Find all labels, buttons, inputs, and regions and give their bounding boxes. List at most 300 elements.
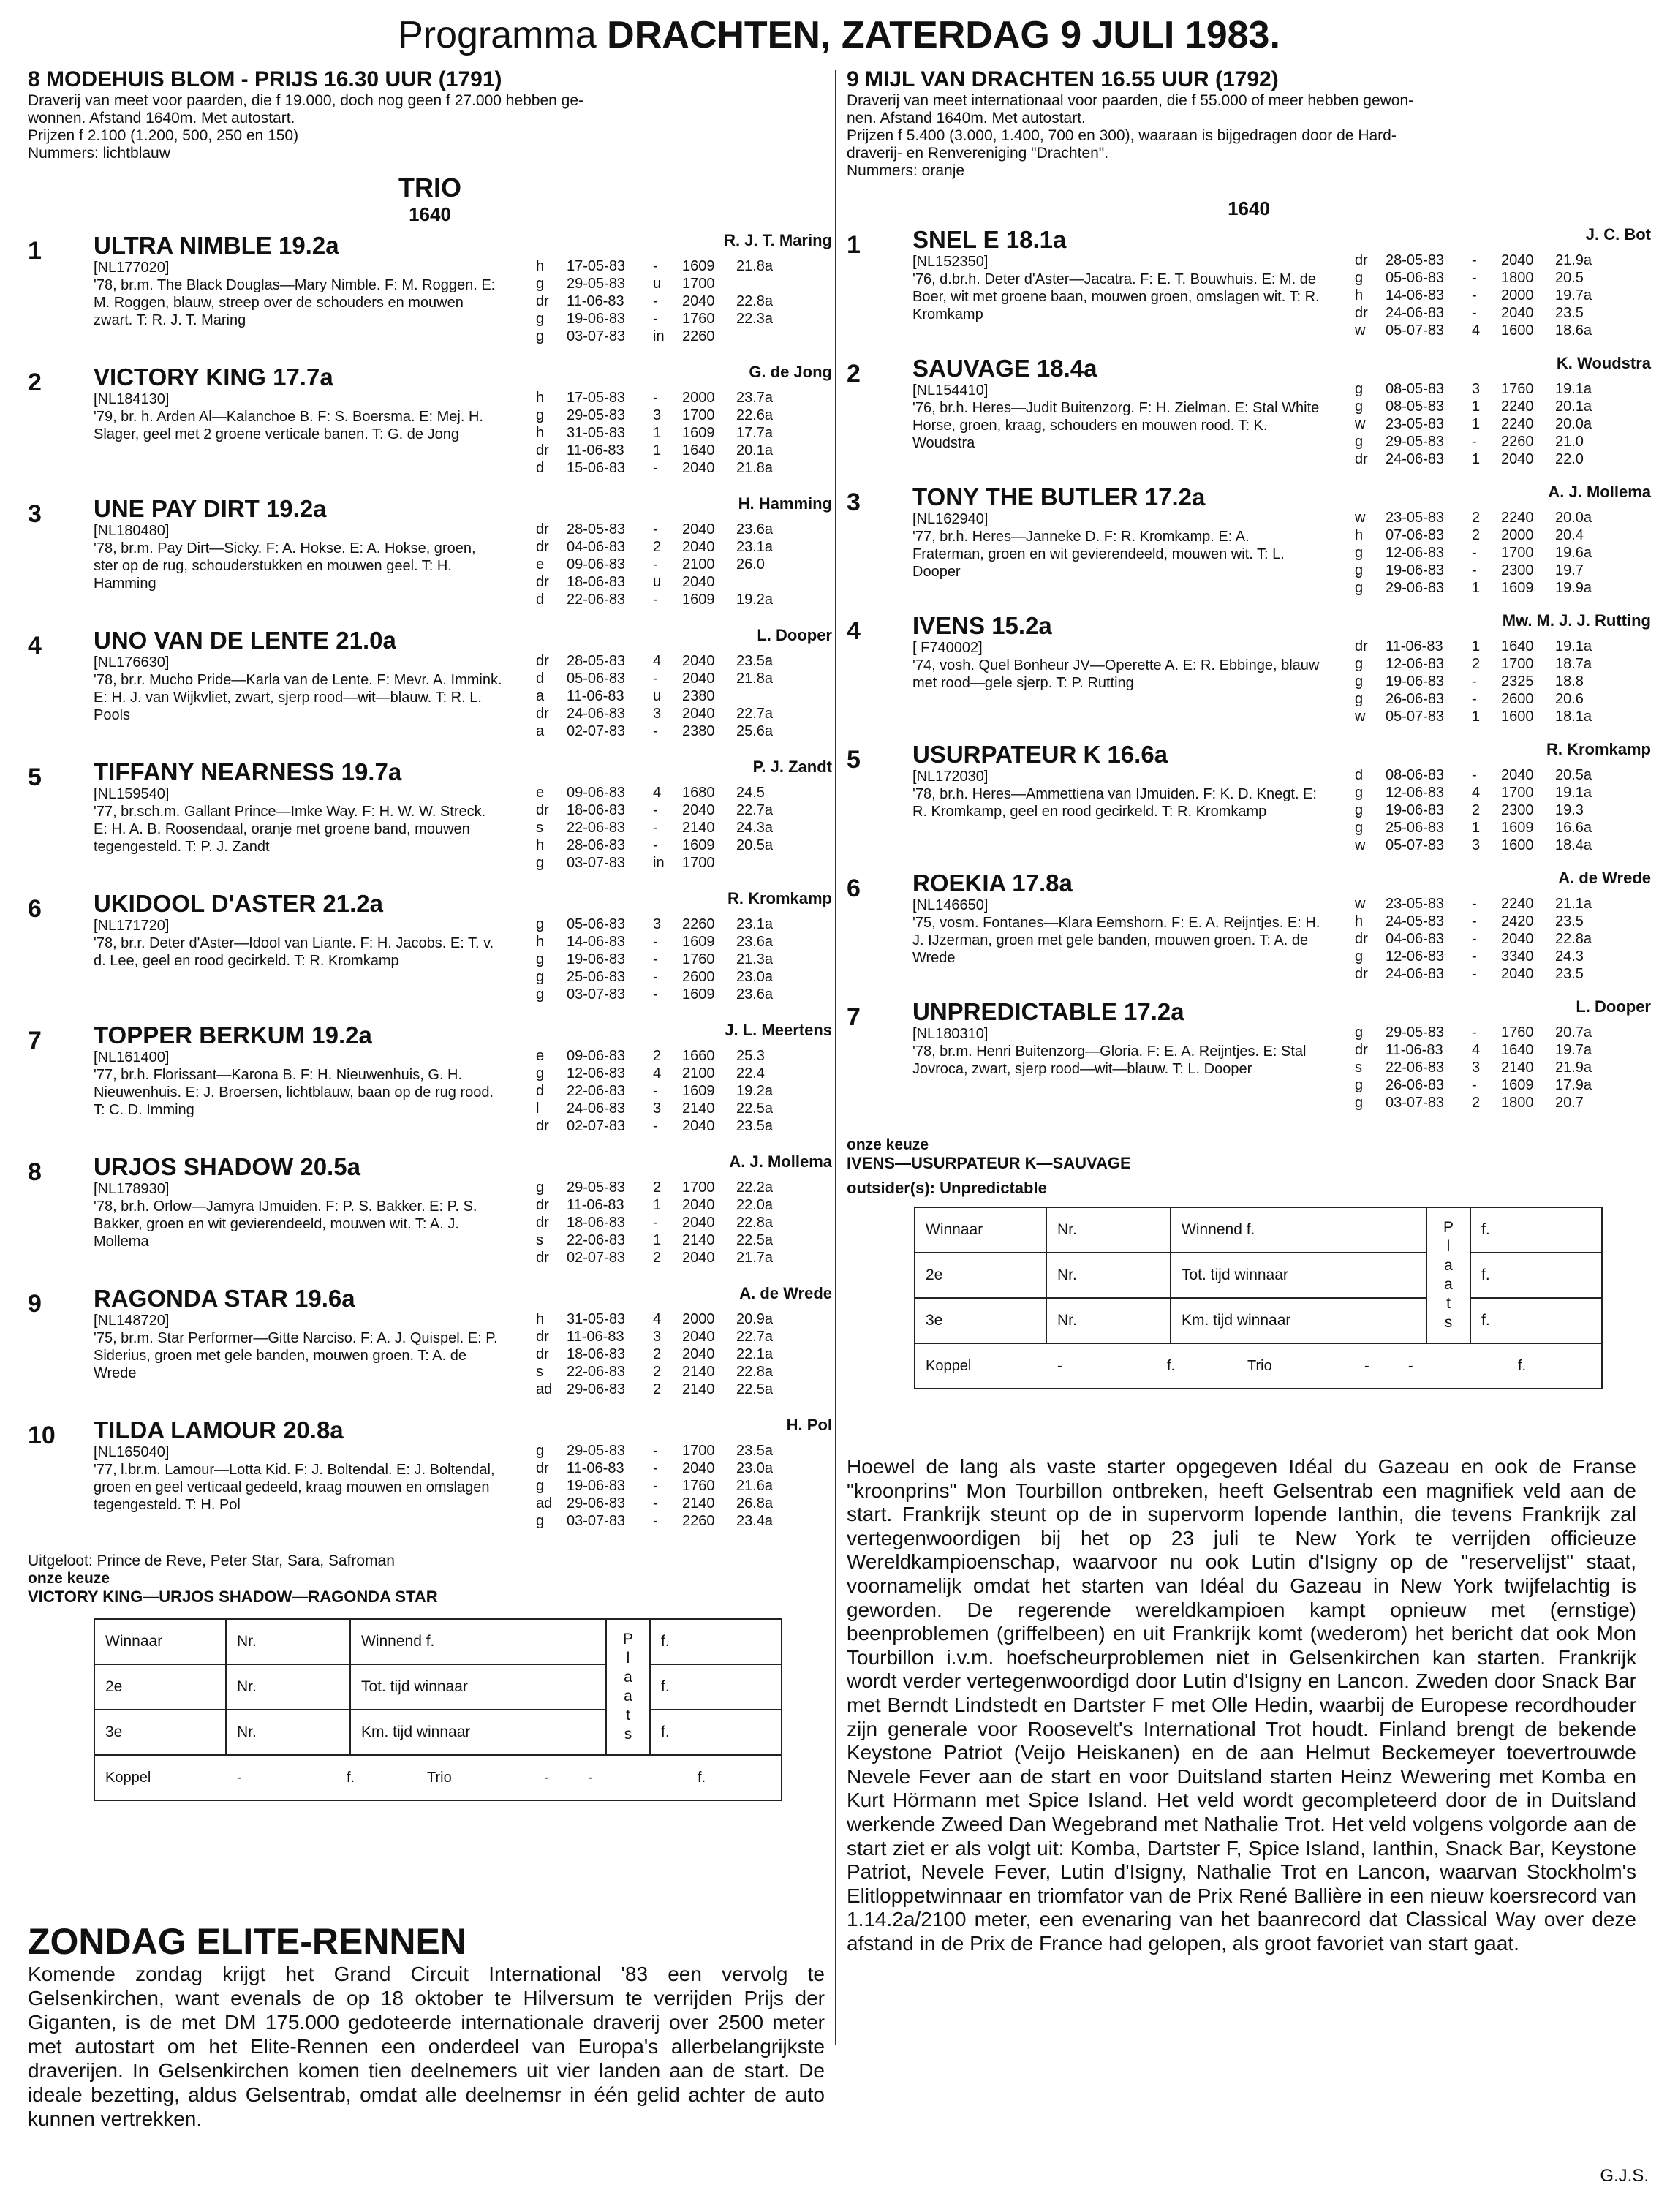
form-cell: dr [536,802,549,818]
form-cell: 2040 [1501,305,1534,321]
form-cell: 09-06-83 [567,785,626,801]
result-cell: Winnend f. [350,1619,606,1664]
koppel-part: Trio [427,1769,452,1786]
form-cell: 2260 [682,1513,715,1529]
form-cell: 20.6 [1555,691,1584,707]
form-row [536,442,865,459]
form-row [536,933,865,951]
form-cell: 2260 [682,328,715,344]
form-cell: - [653,293,658,309]
form-cell: 03-07-83 [567,328,626,344]
form-cell: h [536,390,545,406]
article-signature: G.J.S. [1600,2166,1649,2186]
form-cell: - [653,1495,658,1511]
form-cell: 12-06-83 [1386,656,1445,672]
horse-number: 6 [847,875,861,902]
form-cell: 24-05-83 [1386,913,1445,929]
form-cell: 19.1a [1555,381,1592,397]
horse-trainer: K. Woudstra [1556,354,1651,372]
horse-info: [NL177020] '78, br.m. The Black Douglas—Mary Nimble. F: M. Roggen. E: M. Roggen, blauw, streep over de schouders en mouwen zwart. T: R. J. T. Maring [94,260,496,328]
form-cell: 2240 [1501,416,1534,432]
result-cell: 2e [915,1253,1046,1298]
plaats-letter: a [624,1669,632,1686]
form-cell: 08-05-83 [1386,399,1445,415]
form-cell: 2040 [1501,931,1534,947]
form-cell: g [1355,673,1364,690]
form-cell: 2040 [682,574,715,590]
form-row [536,722,865,740]
result-cell: Nr. [226,1710,350,1755]
form-cell: 19.6a [1555,545,1592,561]
form-cell: h [536,837,545,853]
form-cell: g [1355,562,1364,578]
form-cell: 3 [653,1101,662,1117]
horse-trainer: A. de Wrede [1558,869,1651,887]
form-row [536,1381,865,1398]
form-cell: 17.7a [736,425,774,441]
form-cell: 19-06-83 [1386,802,1445,818]
form-cell: 2240 [1501,399,1534,415]
form-row [536,687,865,705]
form-cell: 20.9a [736,1311,774,1327]
form-row [536,986,865,1003]
form-row [536,705,865,722]
form-cell: 18.7a [1555,656,1592,672]
form-cell: 29-05-83 [567,407,626,423]
form-cell: 2300 [1501,562,1534,578]
form-cell: 12-06-83 [1386,545,1445,561]
form-cell: 05-06-83 [1386,270,1445,286]
form-cell: dr [536,706,549,722]
result-f-cell: f. [650,1710,782,1755]
form-cell: 22-06-83 [1386,1060,1445,1076]
horse-entry [28,233,832,357]
horse-number: 6 [28,895,42,923]
form-row [536,521,865,538]
form-cell: 23.5a [736,1443,774,1459]
form-cell: - [653,671,658,687]
plaats-letter: a [624,1688,632,1705]
form-cell: 24-06-83 [567,706,626,722]
form-cell: 02-07-83 [567,1118,626,1134]
form-cell: 1 [1472,451,1481,467]
form-cell: 19.7a [1555,1042,1592,1058]
form-cell: - [1472,931,1477,947]
form-cell: g [536,407,545,423]
horse-entry [28,627,832,752]
form-cell: s [536,1364,543,1380]
form-cell: g [536,1443,545,1459]
form-cell: 23-05-83 [1386,510,1445,526]
result-cell: 3e [915,1298,1046,1343]
form-row [536,784,865,801]
form-cell: - [653,934,658,950]
race-8-header: 8 MODEHUIS BLOM - PRIJS 16.30 UUR (1791) [28,67,502,91]
horse-name: UKIDOOL D'ASTER 21.2a [94,890,383,917]
form-cell: dr [1355,1042,1368,1058]
form-cell: 18-06-83 [567,802,626,818]
form-cell: dr [1355,638,1368,654]
horse-entry [847,227,1651,348]
form-cell: u [653,276,662,292]
keuze-label: onze keuze [28,1570,110,1587]
horse-name: UNPREDICTABLE 17.2a [912,998,1184,1025]
form-cell: 1600 [1501,322,1534,339]
form-cell: 1640 [1501,638,1534,654]
form-row [1355,544,1678,562]
horse-form [536,652,865,740]
horse-entry [847,999,1651,1120]
result-cell: Winnend f. [1171,1207,1426,1253]
form-cell: 2040 [682,706,715,722]
horse-info: [NL161400] '77, br.h. Florissant—Karona B. F: H. Nieuwenhuis, G. H. Nieuwenhuis. E: J. Broersen, lichtblauw, baan op de rug rood. T: C. D. Imming [94,1049,494,1118]
horse-name: VICTORY KING 17.7a [94,363,333,390]
form-cell: 2600 [682,969,715,985]
form-cell: dr [536,293,549,309]
horse-form [1355,252,1678,339]
horse-number: 7 [28,1027,42,1054]
result-f-cell: f. [1470,1298,1602,1343]
form-row [1355,380,1678,398]
form-row [536,275,865,292]
form-row [1355,1041,1678,1059]
koppel-part: f. [347,1769,355,1786]
horse-entry [28,1022,832,1147]
form-cell: 20.5a [736,837,774,853]
horse-info: [NL184130] '79, br. h. Arden Al—Kalanchoe B. F: S. Boersma. E: Mej. H. Slager, geel met 2 groene verticale banen. T: G. de Jong [94,391,483,442]
form-cell: g [536,951,545,967]
zondag-section [28,1921,825,2131]
form-cell: 22.5a [736,1101,774,1117]
result-f-cell: f. [1470,1207,1602,1253]
form-cell: w [1355,416,1366,432]
form-cell: h [1355,913,1364,929]
form-cell: 3 [653,916,662,932]
form-cell: 25-06-83 [567,969,626,985]
horse-trainer: J. C. Bot [1585,225,1651,244]
form-cell: 26.0 [736,556,765,573]
horse-number: 4 [28,632,42,660]
form-cell: - [653,1513,658,1529]
form-cell: 24.5 [736,785,765,801]
form-cell: - [653,556,658,573]
horse-entry [28,1417,832,1541]
form-cell: 20.4 [1555,527,1584,543]
result-cell: Winnaar [915,1207,1046,1253]
horse-form [1355,380,1678,468]
form-cell: 24-06-83 [567,1101,626,1117]
form-cell: 2240 [1501,510,1534,526]
form-cell: 11-06-83 [567,688,624,704]
form-cell: dr [536,574,549,590]
horse-number: 3 [28,500,42,528]
result-cell: Nr. [1046,1207,1171,1253]
form-cell: - [1472,434,1477,450]
form-cell: 2420 [1501,913,1534,929]
form-cell: 1760 [682,951,715,967]
form-row [536,854,865,872]
horse-body [94,494,832,608]
form-cell: dr [1355,966,1368,982]
koppel-part: Trio [1247,1357,1272,1374]
form-cell: g [536,276,545,292]
form-cell: dr [1355,305,1368,321]
form-cell: - [653,802,658,818]
form-cell: 18-06-83 [567,1215,626,1231]
form-row [1355,708,1678,725]
horse-name: SNEL E 18.1a [912,226,1067,253]
form-cell: s [536,820,543,836]
form-cell: 4 [653,1311,662,1327]
form-row [1355,252,1678,269]
koppel-part: f. [698,1769,706,1786]
form-cell: 1640 [682,442,715,458]
form-row [1355,837,1678,854]
form-cell: 20.5 [1555,270,1584,286]
form-cell: g [1355,820,1364,836]
form-row [1355,948,1678,965]
uitgeloot-line: Uitgeloot: Prince de Reve, Peter Star, Sara, Safroman [28,1552,395,1569]
form-cell: 11-06-83 [567,293,624,309]
plaats-letter: s [1444,1314,1453,1331]
plaats-cell [606,1619,650,1755]
form-cell: 22-06-83 [567,1083,626,1099]
horse-name: RAGONDA STAR 19.6a [94,1285,355,1312]
form-cell: ad [536,1381,553,1397]
form-cell: 23.5a [736,1118,774,1134]
form-cell: 2 [1472,802,1481,818]
horse-info: [NL146650] '75, vosm. Fontanes—Klara Eemshorn. F: E. A. Reijntjes. E: H. J. IJzerman, groen met gele banden, mouwen groen. T: A. de Wrede [912,897,1320,966]
form-cell: 20.0a [1555,416,1592,432]
horse-body [94,363,832,476]
form-cell: 19-06-83 [567,951,626,967]
form-row [536,837,865,854]
horse-trainer: P. J. Zandt [752,758,832,776]
koppel-part: Koppel [926,1357,972,1374]
form-cell: - [653,311,658,327]
form-cell: 19.2a [736,1083,774,1099]
form-cell: 23.6a [736,521,774,537]
form-cell: - [653,986,658,1003]
form-cell: 2 [653,1364,662,1380]
form-cell: 2 [1472,1095,1481,1111]
form-cell: h [1355,527,1364,543]
form-cell: 19.7 [1555,562,1584,578]
form-cell: dr [1355,252,1368,268]
form-row [536,1477,865,1495]
form-row [1355,801,1678,819]
form-row [536,328,865,345]
form-row [1355,673,1678,690]
horse-name: SAUVAGE 18.4a [912,355,1097,382]
form-cell: 1760 [682,1478,715,1494]
horse-trainer: R. Kromkamp [1546,740,1651,758]
form-cell: 21.8a [736,460,774,476]
form-cell: 1609 [682,592,715,608]
form-cell: - [653,460,658,476]
plaats-letter: P [622,1631,633,1647]
form-cell: 1700 [682,407,715,423]
form-row [536,389,865,407]
form-cell: 22.6a [736,407,774,423]
horse-body [94,758,832,871]
form-cell: 14-06-83 [567,934,626,950]
plaats-letter: a [1444,1257,1453,1274]
form-row [1355,965,1678,983]
form-cell: 4 [1472,785,1481,801]
form-cell: 05-07-83 [1386,837,1445,853]
horse-form [536,916,865,1003]
race-9-horse-list [847,227,1651,1120]
form-cell: 22.3a [736,311,774,327]
form-cell: - [653,1460,658,1476]
form-cell: 1 [653,442,662,458]
form-cell: 22.4 [736,1065,765,1082]
form-cell: 21.7a [736,1250,774,1266]
race-8-type: TRIO [398,173,461,203]
horse-number: 3 [847,488,861,516]
form-row [1355,269,1678,287]
form-cell [736,573,795,591]
form-cell: 2 [653,1346,662,1362]
form-cell: 23.5 [1555,913,1584,929]
form-cell: 23.1a [736,916,774,932]
form-cell: 1700 [1501,785,1534,801]
form-cell: 14-06-83 [1386,287,1445,303]
form-cell: dr [536,653,549,669]
form-cell: w [1355,510,1366,526]
form-cell: 03-07-83 [567,855,626,871]
form-cell: 18-06-83 [567,574,626,590]
form-cell: 2040 [682,671,715,687]
form-cell: 2325 [1501,673,1534,690]
race-8-column [28,67,832,2130]
form-cell: a [536,723,545,739]
race-9-column [847,67,1651,1955]
horse-form [536,1179,865,1267]
horse-body [912,225,1651,339]
form-cell: 2380 [682,723,715,739]
horse-entry [847,355,1651,477]
horse-number: 2 [28,369,42,396]
form-cell: 17-05-83 [567,390,626,406]
form-cell: - [1472,896,1477,912]
form-row [536,1179,865,1196]
form-cell: 29-06-83 [1386,580,1445,596]
form-cell: 23.5 [1555,305,1584,321]
horse-number: 5 [847,746,861,774]
form-cell: 26-06-83 [1386,1077,1445,1093]
form-cell: d [1355,767,1364,783]
form-cell: - [1472,305,1477,321]
form-cell [736,275,795,292]
form-cell: - [1472,1077,1477,1093]
form-cell: 2040 [682,1250,715,1266]
result-row [915,1298,1602,1343]
result-cell: 3e [94,1710,226,1755]
form-cell: dr [536,539,549,555]
form-cell: 3 [653,407,662,423]
form-row [536,1249,865,1267]
form-cell: dr [536,1250,549,1266]
form-cell: 23.5 [1555,966,1584,982]
form-cell: in [653,328,665,344]
form-row [536,652,865,670]
form-cell: 1800 [1501,1095,1534,1111]
form-cell: 09-06-83 [567,1048,626,1064]
horse-trainer: A. J. Mollema [729,1152,832,1171]
form-cell: 1 [1472,638,1481,654]
page-title: Programma DRACHTEN, ZATERDAG 9 JULI 1983. [398,14,1280,56]
result-cell: 2e [94,1664,226,1710]
form-row [536,310,865,328]
form-cell: l [536,1101,540,1117]
form-row [536,538,865,556]
form-row [536,1196,865,1214]
form-cell: 22.7a [736,1329,774,1345]
form-cell: 4 [653,785,662,801]
form-cell: - [1472,691,1477,707]
form-cell: 23.1a [736,539,774,555]
form-cell: 1 [653,1232,662,1248]
horse-name: IVENS 15.2a [912,612,1052,639]
form-cell: 1700 [682,855,715,871]
horse-body [94,889,832,1003]
horse-trainer: J. L. Meertens [725,1021,832,1039]
horse-number: 8 [28,1158,42,1186]
form-cell: 28-05-83 [567,521,626,537]
form-cell: 20.1a [1555,399,1592,415]
form-cell: 1760 [1501,381,1534,397]
form-cell: dr [536,1197,549,1213]
form-row [1355,1076,1678,1094]
horse-form [1355,766,1678,854]
form-cell: 28-05-83 [1386,252,1445,268]
horse-entry [28,891,832,1015]
form-cell: 1609 [1501,820,1534,836]
form-cell: 1609 [682,837,715,853]
horse-info: [NL176630] '78, br.r. Mucho Pride—Karla van de Lente. F: Mevr. A. Immink. E: H. J. van Wijkvliet, zwart, sjerp rood—wit—blauw. T: R. L. Pools [94,654,502,723]
form-cell: - [1472,252,1477,268]
horse-info: [NL154410] '76, br.h. Heres—Judit Buitenzorg. F: H. Zielman. E: Stal White Horse, groen, kraag, schouders en mouwen rood. T: K. Woudstra [912,382,1320,451]
form-cell: - [653,820,658,836]
horse-info: [NL178930] '78, br.h. Orlow—Jamyra IJmuiden. F: P. S. Bakker. E: P. S. Bakker, groen en wit gevierendeeld, mouwen wit. T: A. J. Mollema [94,1181,477,1250]
outsider-line: outsider(s): Unpredictable [847,1179,1047,1197]
form-cell: 23.5a [736,653,774,669]
form-cell: 3 [1472,381,1481,397]
form-cell: 08-06-83 [1386,767,1445,783]
result-cell: Nr. [226,1664,350,1710]
form-cell: 08-05-83 [1386,381,1445,397]
form-cell: - [1472,287,1477,303]
form-row [536,591,865,608]
form-cell: 11-06-83 [567,1329,624,1345]
koppel-part: - [544,1769,549,1786]
form-cell: 4 [653,1065,662,1082]
form-cell: 2140 [682,1232,715,1248]
form-cell: 22.5a [736,1381,774,1397]
form-cell: 20.5a [1555,767,1592,783]
form-cell: 2040 [1501,966,1534,982]
form-cell: 18.4a [1555,837,1592,853]
form-cell: 2040 [682,521,715,537]
form-cell: - [653,837,658,853]
form-cell: 2040 [1501,451,1534,467]
form-row [536,951,865,968]
form-cell: 1600 [1501,709,1534,725]
form-cell: 31-05-83 [567,1311,626,1327]
plaats-letter: l [1446,1238,1451,1255]
